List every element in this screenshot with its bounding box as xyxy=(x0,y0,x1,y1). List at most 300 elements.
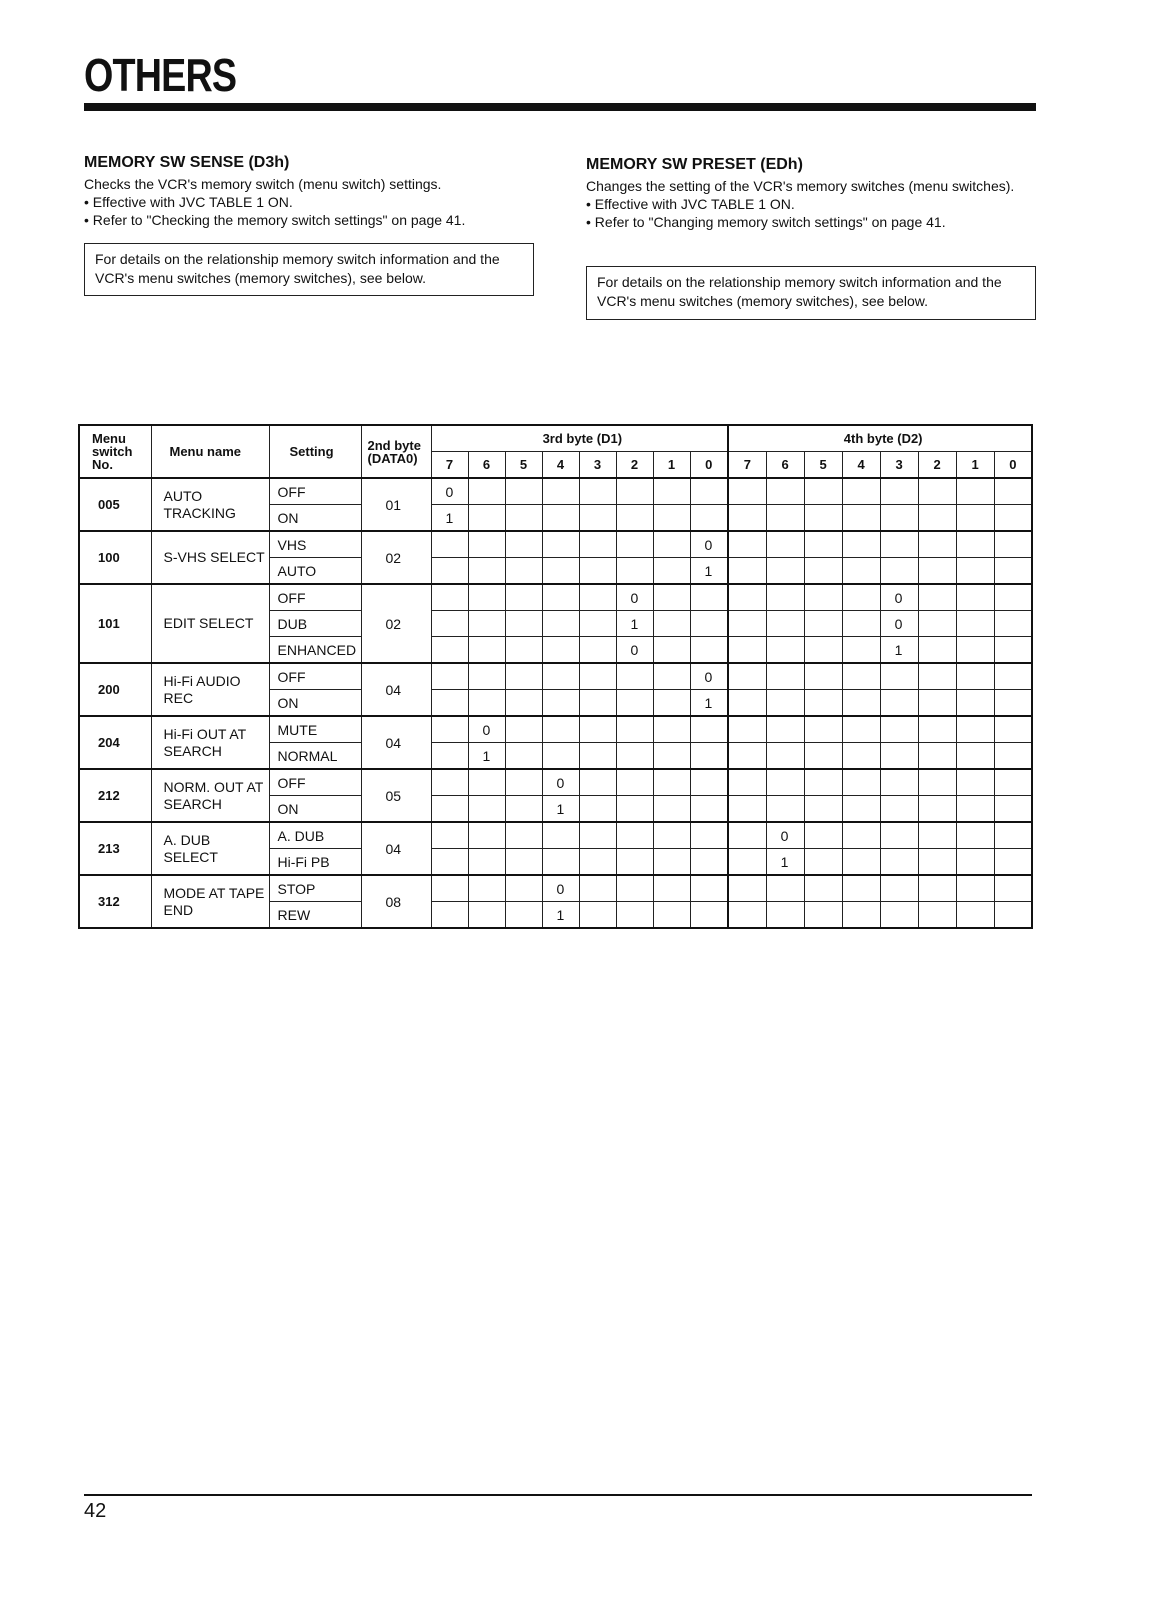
bit-cell xyxy=(653,690,690,717)
bit-cell xyxy=(728,663,766,690)
bit-cell xyxy=(956,558,994,585)
bit-header: 2 xyxy=(918,452,956,479)
bit-cell xyxy=(431,822,468,849)
bit-cell: 1 xyxy=(690,558,728,585)
bit-cell xyxy=(842,637,880,664)
bit-cell xyxy=(468,875,505,902)
bit-cell xyxy=(804,902,842,929)
second-byte-cell: 04 xyxy=(361,663,431,716)
bit-cell xyxy=(653,478,690,505)
table-row xyxy=(79,478,1032,505)
menu-name: NORM. OUT AT SEARCH xyxy=(151,769,269,822)
bit-cell xyxy=(616,822,653,849)
second-byte-cell: 05 xyxy=(361,769,431,822)
bit-cell xyxy=(579,743,616,770)
bit-cell xyxy=(804,478,842,505)
bit-cell xyxy=(766,875,804,902)
menu-switch-no: 204 xyxy=(79,716,151,769)
bit-cell xyxy=(842,769,880,796)
bit-cell xyxy=(804,637,842,664)
header-setting: Setting xyxy=(269,425,361,478)
bit-cell xyxy=(804,716,842,743)
setting-cell: REW xyxy=(269,902,361,929)
bit-cell: 1 xyxy=(880,637,918,664)
menu-name: Hi-Fi AUDIO REC xyxy=(151,663,269,716)
bit-cell xyxy=(616,505,653,532)
setting-cell: ON xyxy=(269,796,361,823)
menu-switch-no: 213 xyxy=(79,822,151,875)
bit-cell xyxy=(653,769,690,796)
bit-cell xyxy=(880,769,918,796)
bit-cell xyxy=(880,558,918,585)
bit-cell xyxy=(880,849,918,876)
bit-header: 6 xyxy=(766,452,804,479)
bit-cell xyxy=(542,584,579,611)
table-row xyxy=(79,716,1032,743)
bit-cell xyxy=(431,796,468,823)
bit-cell xyxy=(842,716,880,743)
bit-cell xyxy=(690,902,728,929)
bit-cell xyxy=(956,822,994,849)
bit-cell xyxy=(918,716,956,743)
bit-cell xyxy=(579,796,616,823)
bit-cell xyxy=(804,690,842,717)
second-byte-cell: 02 xyxy=(361,531,431,584)
setting-cell: ON xyxy=(269,690,361,717)
bit-header: 4 xyxy=(542,452,579,479)
bit-cell xyxy=(918,611,956,637)
setting-cell: OFF xyxy=(269,584,361,611)
bit-cell xyxy=(579,478,616,505)
menu-switch-no: 312 xyxy=(79,875,151,928)
bit-cell xyxy=(804,769,842,796)
bit-cell xyxy=(728,531,766,558)
table-body xyxy=(79,478,1032,928)
bit-cell xyxy=(918,505,956,532)
bit-cell xyxy=(880,505,918,532)
bit-cell xyxy=(880,902,918,929)
bit-cell xyxy=(880,875,918,902)
bit-cell: 0 xyxy=(468,716,505,743)
memory-switch-table xyxy=(78,424,1033,929)
bit-cell xyxy=(956,743,994,770)
bit-header: 4 xyxy=(842,452,880,479)
bit-cell: 1 xyxy=(690,690,728,717)
bit-cell xyxy=(956,769,994,796)
bit-cell xyxy=(616,902,653,929)
bit-cell xyxy=(542,505,579,532)
bit-header: 3 xyxy=(880,452,918,479)
bit-cell xyxy=(918,769,956,796)
bit-cell xyxy=(468,558,505,585)
second-byte-cell: 04 xyxy=(361,716,431,769)
setting-cell: OFF xyxy=(269,478,361,505)
bit-cell xyxy=(880,822,918,849)
setting-cell: NORMAL xyxy=(269,743,361,770)
bit-cell xyxy=(431,531,468,558)
bit-cell xyxy=(994,478,1032,505)
menu-name: S-VHS SELECT xyxy=(151,531,269,584)
bit-cell xyxy=(728,716,766,743)
bit-cell xyxy=(956,849,994,876)
bit-cell xyxy=(616,558,653,585)
bit-cell xyxy=(690,849,728,876)
second-byte-cell: 01 xyxy=(361,478,431,531)
page-number: 42 xyxy=(84,1500,107,1522)
bit-cell xyxy=(728,902,766,929)
menu-name: MODE AT TAPE END xyxy=(151,875,269,928)
setting-cell: DUB xyxy=(269,611,361,637)
bit-cell xyxy=(842,822,880,849)
bit-cell xyxy=(431,637,468,664)
bit-cell xyxy=(579,558,616,585)
bit-cell xyxy=(653,716,690,743)
bit-cell xyxy=(653,611,690,637)
bit-cell xyxy=(505,478,542,505)
setting-cell: OFF xyxy=(269,663,361,690)
bit-cell xyxy=(616,663,653,690)
bit-cell xyxy=(918,558,956,585)
bit-cell xyxy=(468,690,505,717)
bit-cell xyxy=(579,690,616,717)
menu-name: EDIT SELECT xyxy=(151,584,269,663)
bit-cell xyxy=(468,796,505,823)
note-box: For details on the relationship memory switch information and the VCR's menu switches (memory switches), see below. xyxy=(84,243,534,296)
bit-cell xyxy=(579,584,616,611)
bit-cell xyxy=(842,902,880,929)
bit-cell xyxy=(994,769,1032,796)
bit-cell xyxy=(542,822,579,849)
bit-cell xyxy=(842,796,880,823)
bit-cell xyxy=(994,558,1032,585)
bit-cell xyxy=(994,663,1032,690)
title-rule xyxy=(84,103,1036,111)
bit-cell xyxy=(994,822,1032,849)
bit-cell xyxy=(542,663,579,690)
bit-cell xyxy=(616,796,653,823)
bit-cell xyxy=(728,796,766,823)
bit-cell xyxy=(994,796,1032,823)
bit-cell xyxy=(880,743,918,770)
menu-name: Hi-Fi OUT AT SEARCH xyxy=(151,716,269,769)
bullet-item: • Effective with JVC TABLE 1 ON. xyxy=(586,195,1036,213)
page-title: OTHERS xyxy=(84,49,237,101)
bit-cell xyxy=(918,849,956,876)
bit-cell xyxy=(505,716,542,743)
bit-cell xyxy=(842,505,880,532)
bit-cell xyxy=(956,663,994,690)
bit-cell xyxy=(505,558,542,585)
bit-cell xyxy=(505,690,542,717)
bit-cell xyxy=(690,743,728,770)
bit-cell xyxy=(653,743,690,770)
table-row xyxy=(79,769,1032,796)
bit-cell xyxy=(653,849,690,876)
bit-cell xyxy=(994,531,1032,558)
table-row xyxy=(79,663,1032,690)
bit-cell xyxy=(616,531,653,558)
bit-cell xyxy=(994,611,1032,637)
bullet-item: • Refer to "Changing memory switch settings" on page 41. xyxy=(586,213,1036,231)
bit-cell xyxy=(616,690,653,717)
setting-cell: VHS xyxy=(269,531,361,558)
bit-cell xyxy=(431,875,468,902)
bit-cell xyxy=(468,663,505,690)
bit-cell xyxy=(579,637,616,664)
bit-cell: 1 xyxy=(766,849,804,876)
bit-cell xyxy=(918,531,956,558)
bit-cell xyxy=(804,822,842,849)
bit-cell xyxy=(505,663,542,690)
table-row xyxy=(79,584,1032,611)
menu-name: A. DUB SELECT xyxy=(151,822,269,875)
header-menu-name: Menu name xyxy=(151,425,269,478)
bit-cell xyxy=(690,584,728,611)
bit-cell xyxy=(728,849,766,876)
bit-cell xyxy=(766,611,804,637)
bit-cell xyxy=(505,637,542,664)
bit-cell: 0 xyxy=(431,478,468,505)
bit-cell xyxy=(579,875,616,902)
bit-cell xyxy=(880,663,918,690)
bit-cell xyxy=(880,478,918,505)
bit-cell xyxy=(468,822,505,849)
bit-header: 3 xyxy=(579,452,616,479)
bit-cell xyxy=(804,663,842,690)
bit-cell xyxy=(505,769,542,796)
bit-cell xyxy=(653,531,690,558)
bit-cell xyxy=(728,505,766,532)
bit-cell xyxy=(918,902,956,929)
bit-cell xyxy=(766,690,804,717)
bit-cell xyxy=(766,769,804,796)
bit-cell xyxy=(542,690,579,717)
bit-cell xyxy=(728,769,766,796)
bit-cell xyxy=(690,796,728,823)
bullet-item: • Effective with JVC TABLE 1 ON. xyxy=(84,193,534,211)
bit-cell: 0 xyxy=(690,531,728,558)
menu-switch-no: 005 xyxy=(79,478,151,531)
bit-cell xyxy=(468,505,505,532)
bit-cell xyxy=(505,822,542,849)
bit-cell xyxy=(728,637,766,664)
bit-cell: 0 xyxy=(690,663,728,690)
bit-cell xyxy=(956,796,994,823)
bit-cell xyxy=(766,478,804,505)
bit-cell xyxy=(880,531,918,558)
bit-cell xyxy=(653,505,690,532)
bit-cell xyxy=(956,584,994,611)
bit-cell xyxy=(542,531,579,558)
bit-cell: 0 xyxy=(542,769,579,796)
bit-cell xyxy=(690,611,728,637)
bit-cell xyxy=(766,743,804,770)
bit-header: 0 xyxy=(994,452,1032,479)
bit-cell xyxy=(918,796,956,823)
bit-cell xyxy=(653,637,690,664)
bit-cell xyxy=(728,558,766,585)
bit-cell xyxy=(956,902,994,929)
bit-cell xyxy=(842,478,880,505)
bit-header: 5 xyxy=(505,452,542,479)
bit-cell xyxy=(579,849,616,876)
bit-cell: 0 xyxy=(616,584,653,611)
bit-cell xyxy=(542,611,579,637)
bit-cell: 0 xyxy=(880,584,918,611)
bit-cell xyxy=(542,478,579,505)
bit-cell xyxy=(994,743,1032,770)
bit-cell xyxy=(766,505,804,532)
bit-cell xyxy=(431,584,468,611)
bit-cell xyxy=(842,743,880,770)
bit-cell xyxy=(842,611,880,637)
bullet-list xyxy=(586,195,1036,231)
bit-cell xyxy=(918,584,956,611)
bit-cell xyxy=(468,769,505,796)
section-heading: MEMORY SW SENSE (D3h) xyxy=(84,154,290,171)
second-byte-cell: 04 xyxy=(361,822,431,875)
setting-cell: A. DUB xyxy=(269,822,361,849)
bit-cell xyxy=(804,584,842,611)
bit-cell xyxy=(804,531,842,558)
bit-cell xyxy=(994,690,1032,717)
bit-cell: 1 xyxy=(468,743,505,770)
bit-cell xyxy=(431,558,468,585)
bit-cell xyxy=(728,743,766,770)
bit-cell xyxy=(653,663,690,690)
bit-header: 7 xyxy=(431,452,468,479)
bit-header: 7 xyxy=(728,452,766,479)
memory-sw-preset-section xyxy=(586,155,1036,231)
bit-header: 6 xyxy=(468,452,505,479)
bit-cell xyxy=(579,822,616,849)
bit-cell xyxy=(766,663,804,690)
bit-cell xyxy=(579,611,616,637)
bit-cell xyxy=(616,849,653,876)
bit-header: 1 xyxy=(956,452,994,479)
bit-cell xyxy=(956,690,994,717)
bit-cell xyxy=(431,743,468,770)
bit-cell xyxy=(431,849,468,876)
header-third-byte: 3rd byte (D1) xyxy=(431,425,728,452)
bit-cell: 1 xyxy=(542,796,579,823)
bit-cell xyxy=(690,637,728,664)
bit-cell xyxy=(579,902,616,929)
footer-rule xyxy=(84,1494,1032,1496)
bit-cell xyxy=(994,637,1032,664)
bit-cell xyxy=(842,584,880,611)
bit-cell xyxy=(505,875,542,902)
bit-cell xyxy=(804,505,842,532)
bit-cell xyxy=(766,902,804,929)
bit-cell xyxy=(542,558,579,585)
bit-cell xyxy=(468,849,505,876)
bit-cell: 0 xyxy=(880,611,918,637)
bit-cell xyxy=(766,716,804,743)
bit-cell xyxy=(956,478,994,505)
section-heading: MEMORY SW PRESET (EDh) xyxy=(586,156,803,173)
bit-cell xyxy=(842,558,880,585)
bullet-list xyxy=(84,193,534,229)
bit-cell xyxy=(880,690,918,717)
bit-cell xyxy=(956,531,994,558)
bit-cell xyxy=(766,558,804,585)
bit-cell xyxy=(431,716,468,743)
bit-cell xyxy=(579,663,616,690)
bit-cell xyxy=(505,531,542,558)
memory-sw-sense-section xyxy=(84,153,534,229)
bit-cell xyxy=(653,902,690,929)
bit-cell xyxy=(690,716,728,743)
bit-header: 5 xyxy=(804,452,842,479)
bit-cell xyxy=(918,822,956,849)
bit-cell xyxy=(431,663,468,690)
bit-cell xyxy=(994,849,1032,876)
bit-cell xyxy=(579,505,616,532)
menu-switch-no: 100 xyxy=(79,531,151,584)
bit-cell xyxy=(468,902,505,929)
bit-cell xyxy=(505,902,542,929)
bit-cell xyxy=(468,531,505,558)
bit-cell xyxy=(956,611,994,637)
bit-cell xyxy=(616,478,653,505)
menu-switch-no: 101 xyxy=(79,584,151,663)
header-second-byte: 2nd byte (DATA0) xyxy=(361,425,431,478)
bit-cell xyxy=(468,611,505,637)
bit-cell xyxy=(842,663,880,690)
bit-cell xyxy=(804,611,842,637)
bit-cell xyxy=(728,690,766,717)
setting-cell: AUTO xyxy=(269,558,361,585)
bit-cell xyxy=(690,478,728,505)
bit-header: 2 xyxy=(616,452,653,479)
bit-cell xyxy=(616,743,653,770)
bit-cell xyxy=(468,637,505,664)
setting-cell: ON xyxy=(269,505,361,532)
bit-cell xyxy=(505,849,542,876)
bit-cell xyxy=(505,611,542,637)
bit-cell xyxy=(918,690,956,717)
bit-cell xyxy=(431,611,468,637)
setting-cell: Hi-Fi PB xyxy=(269,849,361,876)
menu-switch-no: 212 xyxy=(79,769,151,822)
bit-cell xyxy=(690,769,728,796)
bit-cell xyxy=(994,902,1032,929)
bit-cell xyxy=(994,584,1032,611)
bit-cell: 0 xyxy=(766,822,804,849)
table-row xyxy=(79,822,1032,849)
bit-cell xyxy=(728,478,766,505)
bit-cell xyxy=(880,796,918,823)
bit-cell xyxy=(505,584,542,611)
bit-cell xyxy=(842,849,880,876)
setting-cell: MUTE xyxy=(269,716,361,743)
bit-cell xyxy=(956,505,994,532)
header-menu-switch-no: Menu switch No. xyxy=(79,425,151,478)
bit-cell: 1 xyxy=(431,505,468,532)
bit-cell xyxy=(579,531,616,558)
bit-cell xyxy=(728,584,766,611)
bit-cell xyxy=(690,875,728,902)
bit-cell xyxy=(766,796,804,823)
bit-cell xyxy=(542,637,579,664)
bit-cell xyxy=(542,743,579,770)
bit-cell xyxy=(653,558,690,585)
bit-cell xyxy=(505,505,542,532)
bit-cell xyxy=(918,663,956,690)
bit-cell xyxy=(579,769,616,796)
bit-cell xyxy=(842,690,880,717)
